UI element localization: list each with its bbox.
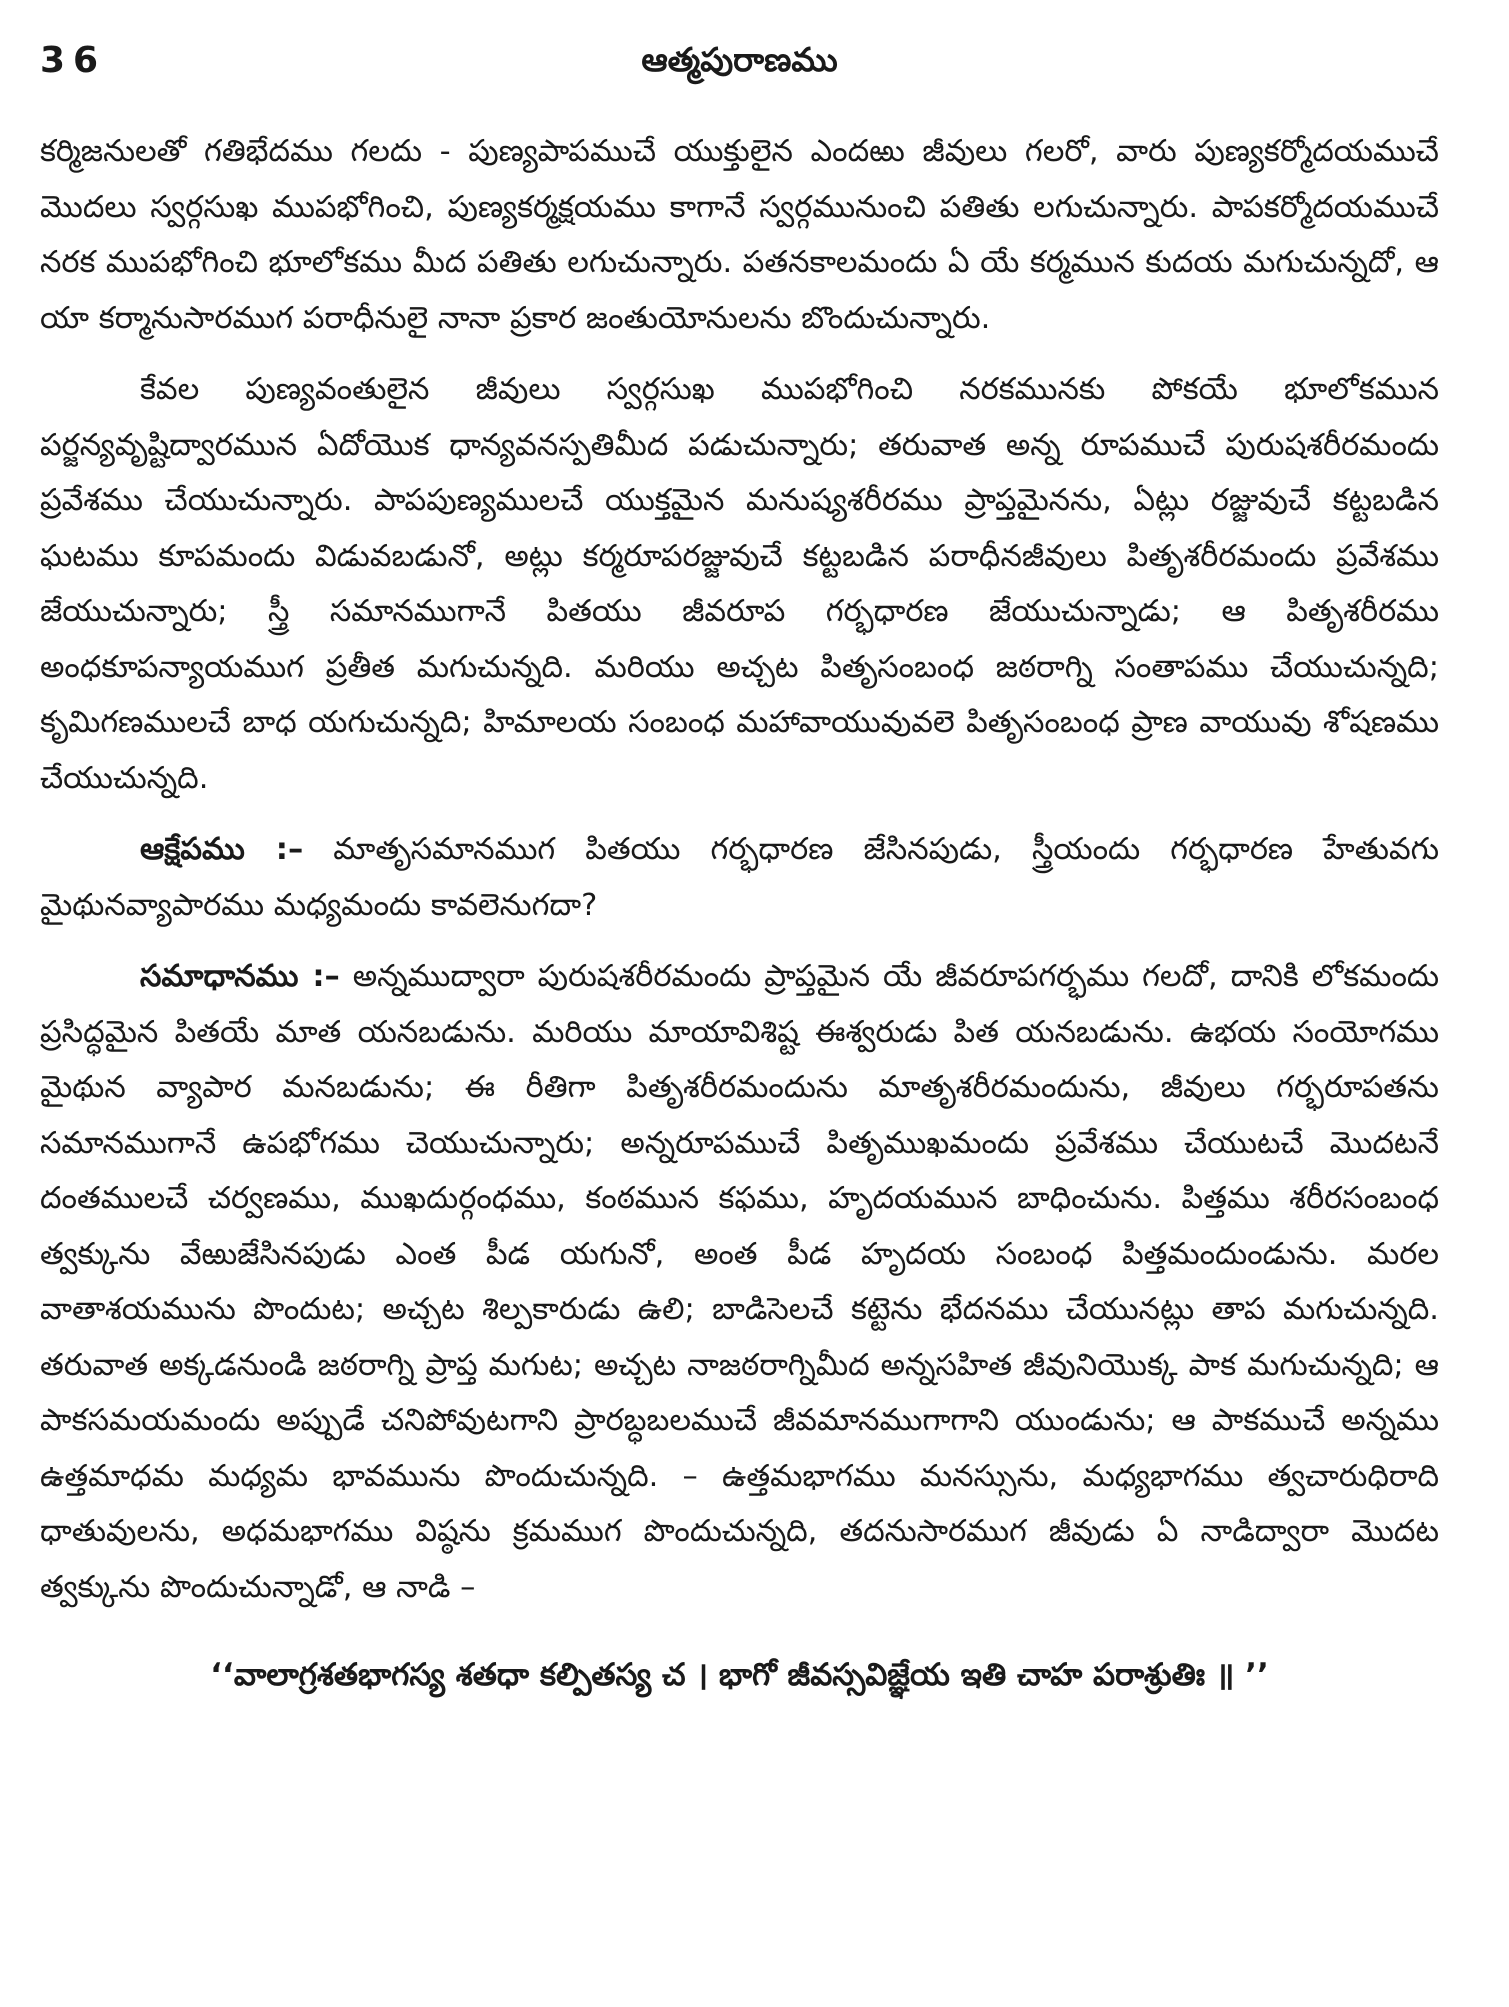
page-body: [40, 124, 1439, 1700]
paragraph-1: కర్మిజనులతో గతిభేదము గలదు - పుణ్యపాపముచే యుక్తులైన ఎందఱు జీవులు గలరో, వారు పుణ్యకర్మోదయముచే మొదలు స్వర్గసుఖ ముపభోగించి, పుణ్యకర్మక్షయము కాగానే స్వర్గమునుంచి పతితు లగుచున్నారు. పాపకర్మోదయముచే నరక ముపభోగించి భూలోకము మీద పతితు లగుచున్నారు. పతనకాలమందు ఏ యే కర్మమున కుదయ మగుచున్నదో, ఆ యా కర్మానుసారముగ పరాధీనులై నానా ప్రకార జంతుయోనులను బొందుచున్నారు.: [40, 134, 1439, 336]
paragraph-2: కేవల పుణ్యవంతులైన జీవులు స్వర్గసుఖ ముపభోగించి నరకమునకు పోకయే భూలోకమున పర్జన్యవృష్టిద్వారమున ఏదోయొక ధాన్యవనస్పతిమీద పడుచున్నారు; తరువాత అన్న రూపముచే పురుషశరీరమందు ప్రవేశము చేయుచున్నారు. పాపపుణ్యములచే యుక్తమైన మనుష్యశరీరము ప్రాప్తమైనను, ఏట్లు రజ్జువుచే కట్టబడిన ఘటము కూపమందు విడువబడునో, అట్లు కర్మరూపరజ్జువుచే కట్టబడిన పరాధీనజీవులు పితృశరీరమందు ప్రవేశము జేయుచున్నారు; స్త్రీ సమానముగానే పితయు జీవరూప గర్భధారణ జేయుచున్నాడు; ఆ పితృశరీరము అంధకూపన్యాయముగ ప్రతీత మగుచున్నది. మరియు అచ్చట పితృసంబంధ జఠరాగ్ని సంతాపము చేయుచున్నది; కృమిగణములచే బాధ యగుచున్నది; హిమాలయ సంబంధ మహావాయువువలె పితృసంబంధ ప్రాణ వాయువు శోషణము చేయుచున్నది.: [40, 372, 1439, 796]
running-header: [40, 40, 1439, 88]
answer-text: అన్నముద్వారా పురుషశరీరమందు ప్రాప్తమైన యే జీవరూపగర్భము గలదో, దానికి లోకమందు ప్రసిద్ధమైన పితయే మాత యనబడును. మరియు మాయావిశిష్ట ఈశ్వరుడు పిత యనబడును. ఉభయ సంయోగము మైథున వ్యాపార మనబడును; ఈ రీతిగా పితృశరీరమందును మాతృశరీరమందును, జీవులు గర్భరూపతను సమానముగానే ఉపభోగము చెయుచున్నారు; అన్నరూపముచే పితృముఖమందు ప్రవేశము చేయుటచే మొదటనే దంతములచే చర్వణము, ముఖదుర్గంధము, కంఠమున కఫము, హృదయమున బాధించును. పిత్తము శరీరసంబంధ త్వక్కును వేఱుజేసినపుడు ఎంత పీడ యగునో, అంత పీడ హృదయ సంబంధ పిత్తమందుండును. మరల వాతాశయమును పొందుట; అచ్చట శిల్పకారుడు ఉలి; బాడిసెలచే కట్టెను భేదనము చేయునట్లు తాప మగుచున్నది. తరువాత అక్కడనుండి జఠరాగ్ని ప్రాప్త మగుట; అచ్చట నాజఠరాగ్నిమీద అన్నసహిత జీవునియొక్క పాక మగుచున్నది; ఆ పాకసమయమందు అప్పుడే చనిపోవుటగాని ప్రారబ్ధబలముచే జీవమానముగాగాని యుండును; ఆ పాకముచే అన్నము ఉత్తమాధమ మధ్యమ భావమును పొందుచున్నది. – ఉత్తమభాగము మనస్సును, మధ్యభాగము త్వచారుధిరాది ధాతువులను, అధమభాగము విష్ఠను క్రమముగ పొందుచున్నది, తదనుసారముగ జీవుడు ఏ నాడిద్వారా మొదట త్వక్కును పొందుచున్నాడో, ఆ నాడి –: [40, 959, 1440, 1605]
page-number: 36: [40, 40, 107, 81]
answer-paragraph: [40, 949, 1439, 1615]
objection-paragraph: [40, 822, 1439, 933]
quoted-verse: ‘‘వాలాగ్రశతభాగస్య శతధా కల్పితస్య చ । భాగో జీవస్సవిజ్ఞేయ ఇతి చాహ పరాశ్రుతిః ॥ ’’: [210, 1657, 1269, 1693]
objection-label: ఆక్షేపము :–: [140, 832, 304, 867]
answer-label: సమాధానము :–: [140, 959, 340, 994]
book-title: ఆత్మపురాణము: [641, 40, 838, 79]
objection-text: మాతృసమానముగ పితయు గర్భధారణ జేసినపుడు, స్త్రీయందు గర్భధారణ హేతువగు మైథునవ్యాపారము మధ్యమందు కావలెనుగదా?: [40, 832, 1439, 923]
